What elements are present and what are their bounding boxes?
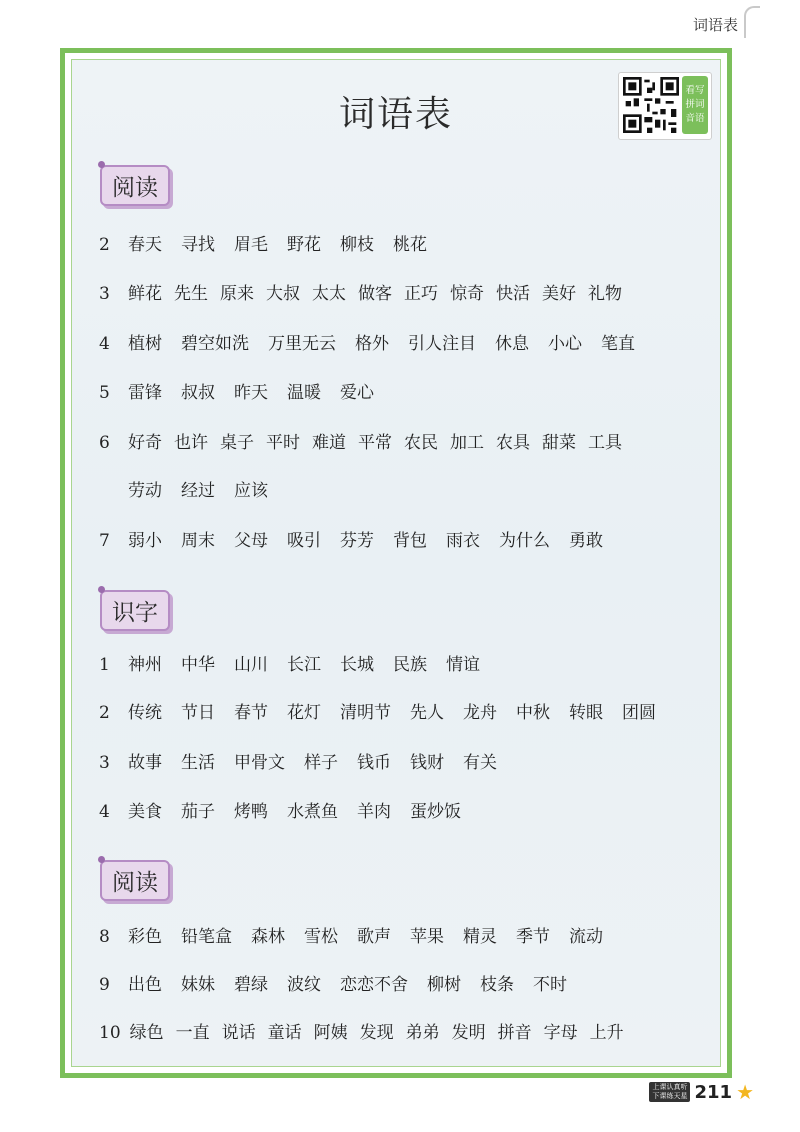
vocab-word: 绿色 <box>129 1023 164 1043</box>
word-row <box>99 748 710 778</box>
vocab-word: 难道 <box>312 433 346 453</box>
word-row <box>99 476 710 506</box>
word-row <box>99 970 710 1000</box>
slogan-line: 上课认真听 <box>652 1083 688 1091</box>
vocab-word: 一直 <box>175 1023 210 1043</box>
content-frame <box>60 48 732 1078</box>
vocab-word: 爱心 <box>340 383 374 403</box>
vocab-word: 吸引 <box>287 531 321 551</box>
vocab-word: 山川 <box>234 655 268 675</box>
vocab-word: 叔叔 <box>181 383 215 403</box>
qr-code-icon <box>623 77 679 133</box>
vocab-word: 正巧 <box>404 284 438 304</box>
vocab-word: 拼音 <box>497 1023 532 1043</box>
running-head: 词语表 <box>692 16 738 34</box>
qr-box[interactable] <box>618 72 712 140</box>
vocab-word: 说话 <box>221 1023 256 1043</box>
vocab-word: 甜菜 <box>542 433 576 453</box>
vocab-word: 背包 <box>393 531 427 551</box>
vocab-word: 太太 <box>312 284 346 304</box>
vocab-word: 样子 <box>304 753 338 773</box>
vocab-word: 流动 <box>569 927 603 947</box>
vocab-word: 长江 <box>287 655 321 675</box>
vocab-word: 碧空如洗 <box>181 334 249 354</box>
lesson-number: 9 <box>99 975 110 995</box>
vocab-word: 枝条 <box>480 975 514 995</box>
vocab-word: 桃花 <box>393 235 427 255</box>
vocab-word: 精灵 <box>463 927 497 947</box>
vocab-word: 季节 <box>516 927 550 947</box>
vocab-word: 妹妹 <box>181 975 215 995</box>
lesson-number: 8 <box>99 927 110 947</box>
vocab-word: 好奇 <box>128 433 162 453</box>
word-row <box>99 428 710 458</box>
vocab-word: 温暖 <box>287 383 321 403</box>
vocab-word: 森林 <box>251 927 285 947</box>
vocab-word: 中华 <box>181 655 215 675</box>
vocab-word: 春节 <box>234 703 268 723</box>
vocab-word: 工具 <box>588 433 622 453</box>
lesson-number: 4 <box>99 802 110 822</box>
page-number: 211 <box>694 1081 733 1103</box>
lesson-number: 4 <box>99 334 110 354</box>
vocab-word: 节日 <box>181 703 215 723</box>
vocab-word: 劳动 <box>128 481 162 501</box>
vocab-word: 加工 <box>450 433 484 453</box>
lesson-number: 1 <box>99 655 110 675</box>
vocab-word: 美好 <box>542 284 576 304</box>
vocab-word: 寻找 <box>181 235 215 255</box>
vocab-word: 传统 <box>128 703 162 723</box>
vocab-word: 羊肉 <box>357 802 391 822</box>
vocab-word: 也许 <box>174 433 208 453</box>
vocab-word: 野花 <box>287 235 321 255</box>
vocab-word: 勇敢 <box>569 531 603 551</box>
vocab-word: 不时 <box>533 975 567 995</box>
word-row <box>99 329 710 359</box>
vocab-word: 桌子 <box>220 433 254 453</box>
vocab-word: 眉毛 <box>234 235 268 255</box>
vocab-word: 有关 <box>463 753 497 773</box>
vocab-word: 雨衣 <box>446 531 480 551</box>
vocab-word: 钱币 <box>357 753 391 773</box>
vocab-word: 美食 <box>128 802 162 822</box>
lesson-number: 7 <box>99 531 110 551</box>
vocab-word: 周末 <box>181 531 215 551</box>
vocab-word: 民族 <box>393 655 427 675</box>
vocab-word: 团圆 <box>622 703 656 723</box>
vocab-word: 甲骨文 <box>234 753 285 773</box>
word-row <box>99 230 710 260</box>
vocab-word: 平时 <box>266 433 300 453</box>
footer-slogan <box>649 1082 690 1102</box>
vocab-word: 烤鸭 <box>234 802 268 822</box>
vocab-word: 大叔 <box>266 284 300 304</box>
vocab-word: 昨天 <box>234 383 268 403</box>
vocab-word: 芬芳 <box>340 531 374 551</box>
vocab-word: 惊奇 <box>450 284 484 304</box>
vocab-word: 苹果 <box>410 927 444 947</box>
corner-mark <box>744 6 760 38</box>
word-row <box>99 650 710 680</box>
vocab-word: 发现 <box>359 1023 394 1043</box>
page-footer <box>649 1080 754 1104</box>
word-row <box>99 698 710 728</box>
lesson-number: 10 <box>99 1023 121 1043</box>
vocab-word: 农具 <box>496 433 530 453</box>
vocab-word: 弱小 <box>128 531 162 551</box>
slogan-line: 下课练天星 <box>652 1092 688 1100</box>
lesson-number: 2 <box>99 235 110 255</box>
vocab-word: 做客 <box>358 284 392 304</box>
vocab-word: 柳树 <box>427 975 461 995</box>
vocab-word: 原来 <box>220 284 254 304</box>
content-panel <box>71 59 721 1067</box>
word-row <box>99 922 710 952</box>
lesson-number: 3 <box>99 753 110 773</box>
vocab-word: 上升 <box>589 1023 624 1043</box>
vocab-word: 发明 <box>451 1023 486 1043</box>
vocab-word: 先人 <box>410 703 444 723</box>
vocab-word: 笔直 <box>601 334 635 354</box>
vocab-word: 雷锋 <box>128 383 162 403</box>
vocab-word: 引人注目 <box>408 334 476 354</box>
lesson-number: 5 <box>99 383 110 403</box>
vocab-word: 长城 <box>340 655 374 675</box>
vocab-word: 春天 <box>128 235 162 255</box>
word-row <box>99 797 710 827</box>
vocab-word: 出色 <box>128 975 162 995</box>
vocab-word: 为什么 <box>499 531 550 551</box>
word-row <box>99 1018 710 1048</box>
vocab-word: 阿姨 <box>313 1023 348 1043</box>
section-label-literacy: 识字 <box>100 590 170 631</box>
vocab-word: 茄子 <box>181 802 215 822</box>
vocab-word: 波纹 <box>287 975 321 995</box>
vocab-word: 鲜花 <box>128 284 162 304</box>
vocab-word: 格外 <box>355 334 389 354</box>
qr-tag-line: 看写 <box>685 85 705 96</box>
vocab-word: 神州 <box>128 655 162 675</box>
page-title: 词语表 <box>338 94 453 135</box>
vocab-word: 彩色 <box>128 927 162 947</box>
vocab-word: 万里无云 <box>268 334 336 354</box>
vocab-word: 经过 <box>181 481 215 501</box>
vocab-word: 蛋炒饭 <box>410 802 461 822</box>
section-label-reading: 阅读 <box>100 860 170 901</box>
lesson-number: 6 <box>99 433 110 453</box>
vocab-word: 父母 <box>234 531 268 551</box>
vocab-word: 柳枝 <box>340 235 374 255</box>
vocab-word: 情谊 <box>446 655 480 675</box>
vocab-word: 中秋 <box>516 703 550 723</box>
vocab-word: 生活 <box>181 753 215 773</box>
vocab-word: 童话 <box>267 1023 302 1043</box>
qr-tag-line: 音语 <box>685 113 705 124</box>
vocab-word: 转眼 <box>569 703 603 723</box>
qr-tag <box>682 76 708 134</box>
vocab-word: 故事 <box>128 753 162 773</box>
lesson-number: 3 <box>99 284 110 304</box>
word-row <box>99 279 710 309</box>
section-label-reading: 阅读 <box>100 165 170 206</box>
vocab-word: 龙舟 <box>463 703 497 723</box>
vocab-word: 清明节 <box>340 703 391 723</box>
vocab-word: 水煮鱼 <box>287 802 338 822</box>
lesson-number: 2 <box>99 703 110 723</box>
vocab-word: 花灯 <box>287 703 321 723</box>
vocab-word: 礼物 <box>588 284 622 304</box>
vocab-word: 钱财 <box>410 753 444 773</box>
vocab-word: 植树 <box>128 334 162 354</box>
vocab-word: 平常 <box>358 433 392 453</box>
star-icon: ★ <box>736 1080 754 1104</box>
vocab-word: 恋恋不舍 <box>340 975 408 995</box>
vocab-word: 字母 <box>543 1023 578 1043</box>
vocab-word: 弟弟 <box>405 1023 440 1043</box>
vocab-word: 休息 <box>495 334 529 354</box>
vocab-word: 应该 <box>234 481 268 501</box>
vocab-word: 先生 <box>174 284 208 304</box>
qr-tag-line: 拼词 <box>685 99 705 110</box>
vocab-word: 快活 <box>496 284 530 304</box>
vocab-word: 农民 <box>404 433 438 453</box>
vocab-word: 歌声 <box>357 927 391 947</box>
word-row <box>99 378 710 408</box>
word-row <box>99 526 710 556</box>
vocab-word: 雪松 <box>304 927 338 947</box>
vocab-word: 小心 <box>548 334 582 354</box>
vocab-word: 铅笔盒 <box>181 927 232 947</box>
vocab-word: 碧绿 <box>234 975 268 995</box>
